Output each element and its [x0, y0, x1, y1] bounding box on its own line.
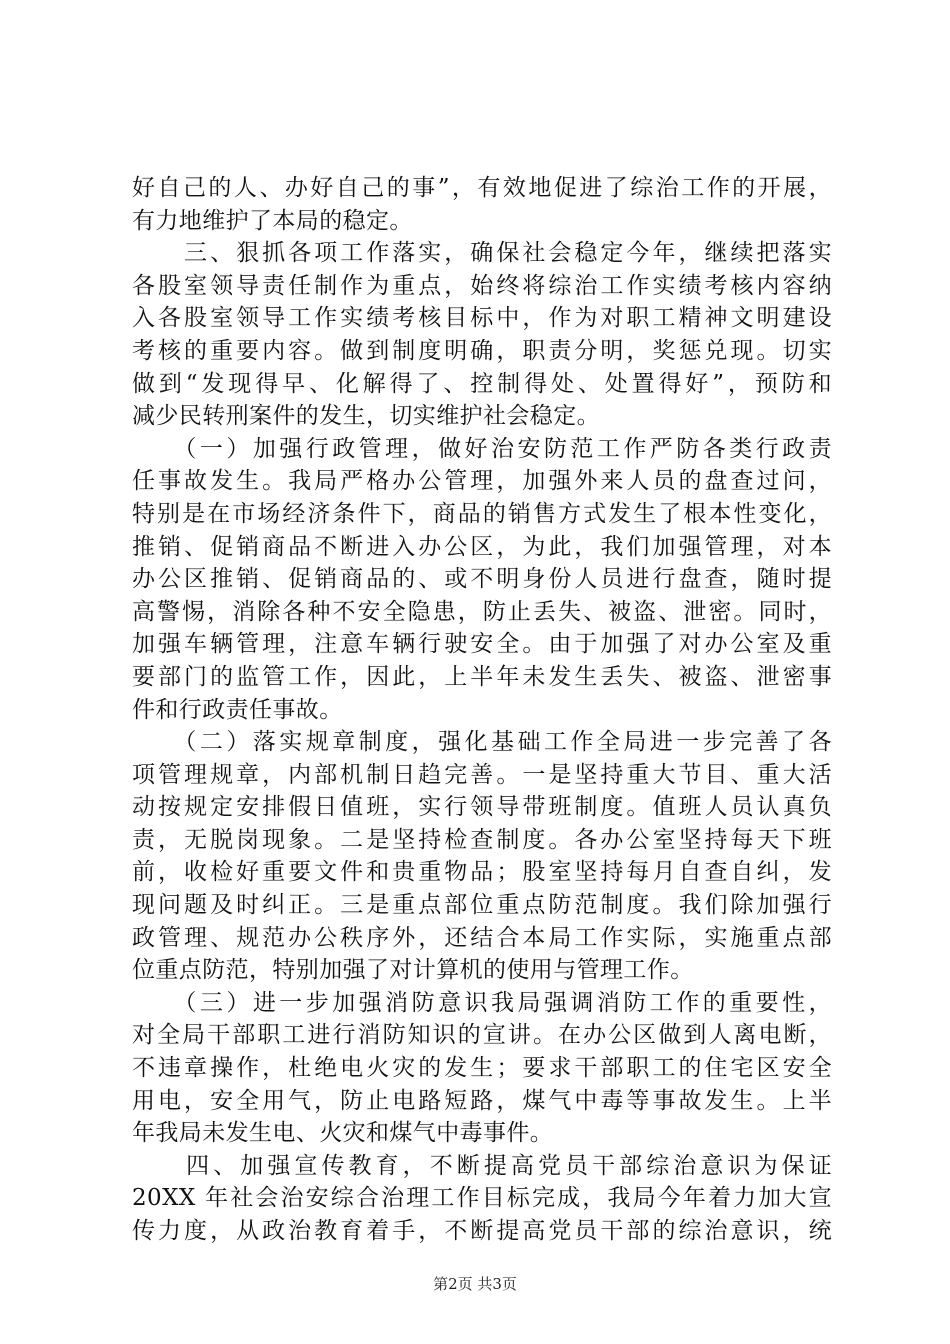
- text-line: 对全局干部职工进行消防知识的宣讲。在办公区做到人离电断，: [132, 1022, 832, 1049]
- text-line: 好自己的人、办好自己的事”，有效地促进了综治工作的开展，: [132, 175, 832, 201]
- text-line: 用电，安全用气，防止电路短路，煤气中毒等事故发生。上半: [132, 1087, 832, 1114]
- text-line: 现问题及时纠正。三是重点部位重点防范制度。我们除加强行: [132, 892, 832, 919]
- text-line: 动按规定安排假日值班，实行领导带班制度。值班人员认真负: [132, 794, 832, 821]
- text-line: 各股室领导责任制作为重点，始终将综治工作实绩考核内容纳: [132, 272, 832, 299]
- text-line: （一）加强行政管理，做好治安防范工作严防各类行政责: [132, 435, 832, 462]
- text-line: 要部门的监管工作，因此，上半年未发生丢失、被盗、泄密事: [132, 663, 832, 690]
- text-line: （三）进一步加强消防意识我局强调消防工作的重要性，: [132, 989, 832, 1016]
- text-line: 年我局未发生电、火灾和煤气中毒事件。: [132, 1120, 554, 1147]
- text-line: 不违章操作，杜绝电火灾的发生；要求干部职工的住宅区安全: [132, 1055, 832, 1082]
- document-body: [132, 172, 832, 1248]
- text-line: 任事故发生。我局严格办公管理，加强外来人员的盘查过问，: [132, 468, 832, 495]
- text-line: 四、加强宣传教育，不断提高党员干部综治意识为保证: [132, 1152, 832, 1179]
- text-line: 减少民转刑案件的发生，切实维护社会稳定。: [132, 403, 600, 430]
- text-line: （二）落实规章制度，强化基础工作全局进一步完善了各: [132, 729, 832, 756]
- text-line: 入各股室领导工作实绩考核目标中，作为对职工精神文明建设: [132, 305, 832, 332]
- text-line: 项管理规章，内部机制日趋完善。一是坚持重大节目、重大活: [132, 761, 832, 788]
- text-line: 责，无脱岗现象。二是坚持检查制度。各办公室坚持每天下班: [132, 826, 832, 853]
- text-line: 高警惕，消除各种不安全隐患，防止丢失、被盗、泄密。同时，: [132, 598, 832, 625]
- text-line: 办公区推销、促销商品的、或不明身份人员进行盘查，随时提: [132, 566, 832, 593]
- text-line: 位重点防范，特别加强了对计算机的使用与管理工作。: [132, 957, 694, 984]
- text-line: 件和行政责任事故。: [132, 696, 343, 723]
- text-line: 三、狠抓各项工作落实，确保社会稳定今年，继续把落实: [132, 240, 832, 267]
- text-line: 推销、促销商品不断进入办公区，为此，我们加强管理，对本: [132, 533, 832, 560]
- text-line: 20XX 年社会治安综合治理工作目标完成，我局今年着力加大宣: [132, 1185, 832, 1212]
- page-footer: 第2页 共3页: [433, 1275, 517, 1293]
- text-line: 考核的重要内容。做到制度明确，职责分明，奖惩兑现。切实: [132, 337, 832, 364]
- text-line: 传力度，从政治教育着手，不断提高党员干部的综治意识，统: [132, 1218, 832, 1244]
- text-line: 政管理、规范办公秩序外，还结合本局工作实际，实施重点部: [132, 924, 832, 951]
- text-line: 做到“发现得早、化解得了、控制得处、处置得好”，预防和: [132, 370, 832, 397]
- text-line: 特别是在市场经济条件下，商品的销售方式发生了根本性变化，: [132, 500, 832, 527]
- text-line: 有力地维护了本局的稳定。: [132, 207, 413, 234]
- text-line: 加强车辆管理，注意车辆行驶安全。由于加强了对办公室及重: [132, 631, 832, 658]
- text-line: 前，收检好重要文件和贵重物品；股室坚持每月自查自纠，发: [132, 859, 832, 886]
